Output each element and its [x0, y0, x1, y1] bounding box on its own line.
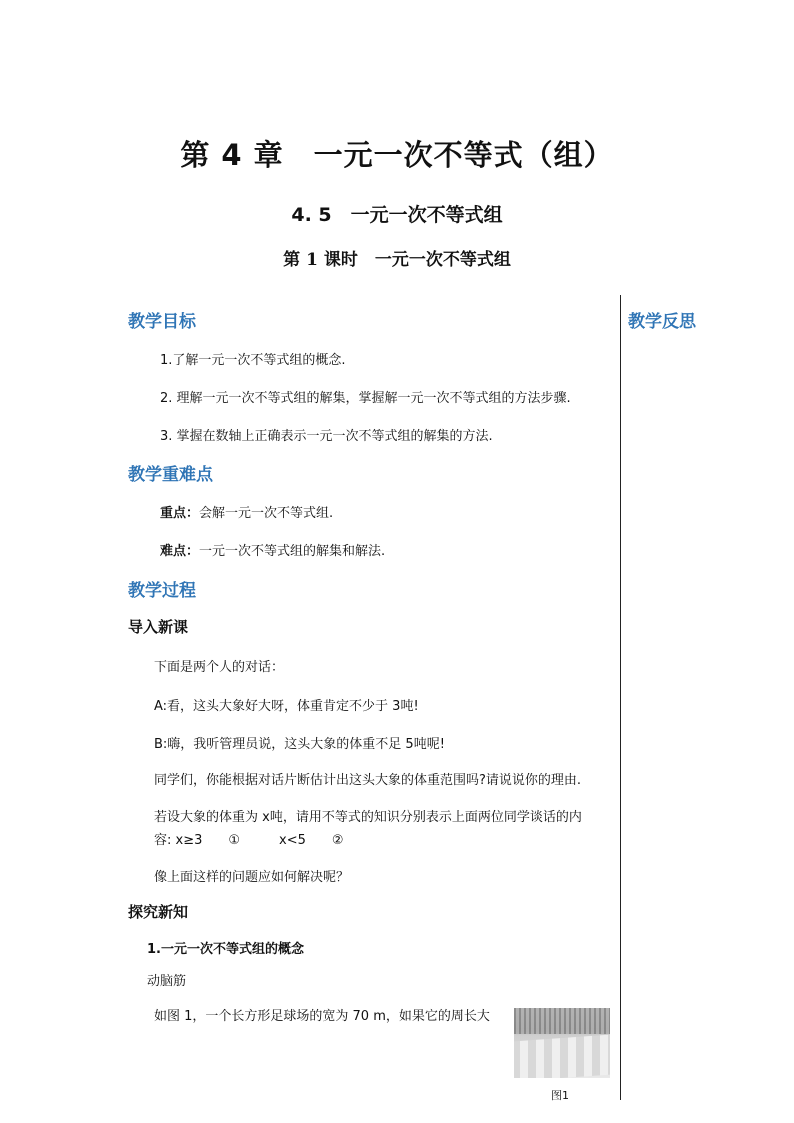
difficult-point-label: 难点：	[160, 544, 200, 559]
chapter-title: 第 4 章 一元一次不等式（组）	[180, 138, 614, 172]
think-label: 动脑筋	[147, 974, 187, 989]
example-text: 如图 1，一个长方形足球场的宽为 70 m，如果它的周长大	[154, 1009, 490, 1024]
objectives-heading: 教学目标	[128, 312, 196, 332]
lesson-title: 第 1 课时 一元一次不等式组	[283, 250, 511, 270]
reflection-heading: 教学反思	[628, 312, 696, 332]
section-title: 4. 5 一元一次不等式组	[291, 204, 503, 226]
figure-caption: 图1	[551, 1089, 569, 1102]
concept-heading: 1.一元一次不等式组的概念	[147, 942, 304, 957]
objective-item-3: 3. 掌握在数轴上正确表示一元一次不等式组的解集的方法.	[160, 429, 493, 444]
objective-item-1: 1.了解一元一次不等式组的概念.	[160, 353, 346, 368]
intro-line-7: 像上面这样的问题应如何解决呢？	[154, 870, 350, 885]
explore-heading: 探究新知	[128, 903, 189, 921]
key-point-label: 重点：	[160, 506, 200, 521]
football-pitch	[514, 1034, 610, 1078]
difficult-point-text: 一元一次不等式组的解集和解法.	[199, 544, 386, 559]
objective-item-2: 2. 理解一元一次不等式组的解集，掌握解一元一次不等式组的方法步骤.	[160, 391, 571, 406]
intro-line-3: B:嗨，我听管理员说，这头大象的体重不足 5吨呢!	[154, 737, 445, 752]
intro-line-4: 同学们，你能根据对话片断估计出这头大象的体重范围吗?请说说你的理由.	[154, 773, 582, 788]
key-point	[160, 502, 333, 521]
stadium-stands	[514, 1008, 610, 1034]
key-point-text: 会解一元一次不等式组.	[199, 506, 334, 521]
intro-line-2: A:看，这头大象好大呀，体重肯定不少于 3吨!	[154, 699, 419, 714]
stadium-photo	[514, 1008, 610, 1078]
intro-heading: 导入新课	[128, 618, 189, 636]
difficult-point	[160, 540, 385, 559]
difficulties-heading: 教学重难点	[128, 465, 213, 485]
intro-line-5: 若设大象的体重为 x吨，请用不等式的知识分别表示上面两位同学谈话的内	[154, 810, 582, 825]
intro-line-6: 容: x≥3 ① x<5 ②	[154, 833, 344, 848]
process-heading: 教学过程	[128, 581, 196, 601]
column-divider	[620, 295, 621, 1100]
intro-line-1: 下面是两个人的对话：	[154, 660, 285, 675]
